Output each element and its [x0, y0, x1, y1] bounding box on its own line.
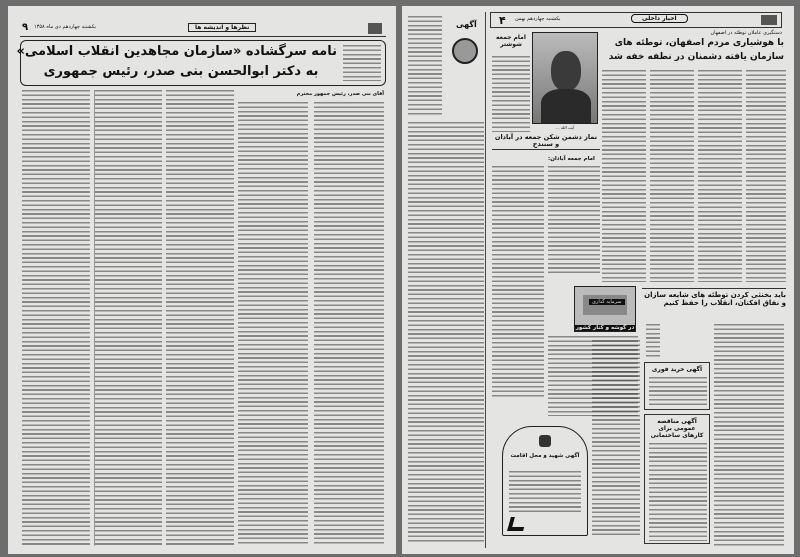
main-story-col-3: [698, 70, 742, 282]
right-page-header: [490, 12, 782, 28]
ad1-title: آگهی خرید فوری: [651, 366, 703, 373]
page-number: ۹: [22, 22, 29, 33]
date-line: یکشنبه چهاردهم دی ماه ۱۳۵۸: [34, 24, 96, 30]
main-story-col-2: [650, 70, 694, 282]
ad1-text: [649, 377, 707, 407]
left-newspaper-page: [8, 6, 396, 554]
investment-graphic: [574, 286, 636, 332]
notice-title: آگهی شهید و محل اقامت: [510, 453, 580, 459]
official-notice: [502, 426, 588, 536]
newspaper-logo: [368, 23, 382, 34]
story3-text-2: [646, 324, 660, 358]
story2-text-1: [492, 166, 544, 398]
story3-headline: باید بخنثی کردن توطئه های شایعه سازان و نفاق افکنان، انقلاب را حفظ کنیم: [642, 288, 786, 307]
article-column-2: [94, 90, 162, 546]
article-column-3: [166, 90, 234, 546]
purchase-ad: [644, 362, 710, 410]
right-headline-line1: با هوشیاری مردم اصفهان، توطئه های: [614, 38, 784, 48]
ad-column-text: [408, 16, 442, 116]
portrait-photo: [532, 32, 598, 124]
logo-icon: [507, 517, 527, 531]
article-column-4: [238, 102, 308, 546]
newspaper-logo: [761, 15, 777, 25]
story2-headline: نماز دشمن شکن جمعه در آبادان و سنندج: [492, 134, 600, 150]
story2-text-2: [548, 166, 600, 276]
main-story-col-1: [602, 70, 646, 282]
ad2-title: آگهی مناقصه عمومی برای کارهای ساختمانی: [650, 418, 704, 439]
story3-text-1: [714, 324, 784, 546]
emblem-icon: [539, 435, 551, 447]
main-kicker: دستگیری عاملان توطئه در اصفهان: [710, 30, 782, 36]
article-column-5: [314, 102, 384, 546]
ad-column: [406, 12, 486, 548]
main-headline-line1: نامه سرگشاده «سازمان مجاهدین انقلاب اسلامی»: [16, 44, 337, 59]
intro-subhead: آقای بنی صدر، رئیس جمهور محترم: [296, 91, 384, 97]
photo-caption: آیت الله ...: [555, 125, 575, 130]
section-label: نظرها و اندیشه ها: [188, 23, 256, 32]
main-story-col-4: [746, 70, 786, 282]
date-line: یکشنبه چهاردهم بهمن: [515, 16, 561, 22]
intro-text: [343, 45, 381, 81]
page-number: ۴: [499, 14, 506, 27]
article-column-1: [22, 90, 90, 546]
main-headline-line2: به دکتر ابوالحسن بنی صدر، رئیس جمهوری: [43, 64, 319, 79]
ad-column-text-2: [408, 122, 484, 542]
graphic-subtitle: در گوشه و کنار کشور: [575, 325, 635, 331]
emblem-icon: [452, 38, 478, 64]
right-headline-line2: سازمان یافته دشمنان در نطفه خفه شد: [608, 52, 784, 62]
misc-text: [592, 340, 640, 536]
side-story-text: [492, 56, 530, 132]
graphic-title: سرمایه گذاری: [589, 299, 625, 305]
ad-column-title: آگهی: [456, 20, 477, 29]
headline-box: [16, 40, 386, 86]
left-page-header: [20, 22, 386, 37]
ad2-text: [649, 443, 707, 541]
side-story-title: امام جمعه شوشتر: [496, 34, 526, 48]
notice-text: [509, 471, 581, 515]
tender-ad: [644, 414, 710, 544]
story2-lead: امام جمعه آبادان:: [548, 156, 595, 162]
right-newspaper-page: [402, 6, 794, 554]
section-label: اخبار داخلی: [631, 14, 688, 23]
